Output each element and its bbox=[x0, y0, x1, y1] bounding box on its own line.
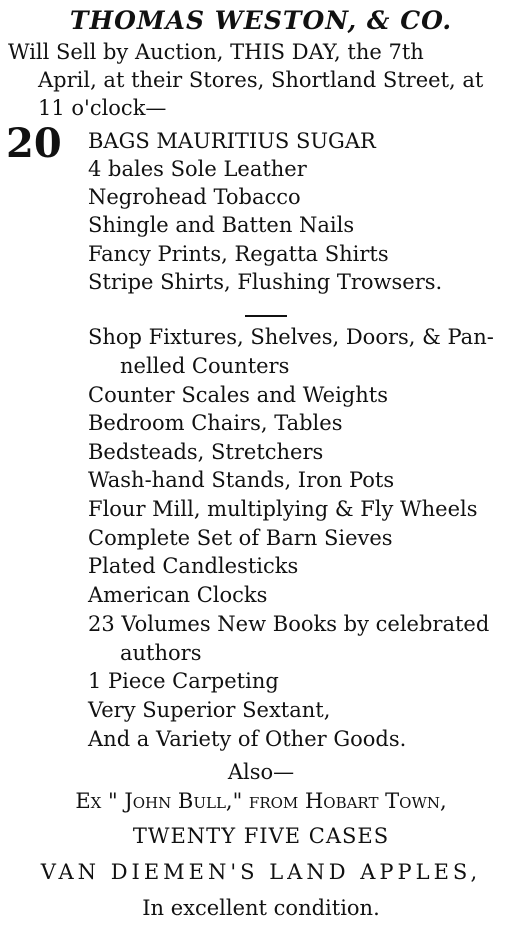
item-nails: Shingle and Batten Nails bbox=[88, 213, 355, 237]
item-tobacco: Negrohead Tobacco bbox=[88, 185, 301, 209]
item-books-cont: authors bbox=[120, 641, 202, 665]
cases-line: TWENTY FIVE CASES bbox=[132, 824, 390, 848]
apples-line: VAN DIEMEN'S LAND APPLES, bbox=[40, 860, 482, 884]
item-scales: Counter Scales and Weights bbox=[88, 383, 388, 407]
item-fixtures-cont: nelled Counters bbox=[120, 354, 290, 378]
intro-line-1: Will Sell by Auction, THIS DAY, the 7th bbox=[8, 40, 424, 64]
item-chairs: Bedroom Chairs, Tables bbox=[88, 411, 343, 435]
item-sugar: BAGS MAURITIUS SUGAR bbox=[88, 129, 376, 153]
item-washstands: Wash-hand Stands, Iron Pots bbox=[88, 468, 395, 492]
item-other-goods: And a Variety of Other Goods. bbox=[88, 727, 407, 751]
item-fixtures: Shop Fixtures, Shelves, Doors, & Pan- bbox=[88, 325, 494, 349]
item-sieves: Complete Set of Barn Sieves bbox=[88, 526, 393, 550]
item-flour-mill: Flour Mill, multiplying & Fly Wheels bbox=[88, 497, 478, 521]
item-sextant: Very Superior Sextant, bbox=[88, 698, 331, 722]
lead-number: 20 bbox=[6, 120, 62, 167]
item-shirts: Stripe Shirts, Flushing Trowsers. bbox=[88, 270, 443, 294]
item-leather: 4 bales Sole Leather bbox=[88, 157, 307, 181]
condition-line: In excellent condition. bbox=[142, 896, 380, 920]
item-candlesticks: Plated Candlesticks bbox=[88, 554, 299, 578]
advertiser-heading: THOMAS WESTON, & CO. bbox=[69, 6, 453, 35]
item-books: 23 Volumes New Books by celebrated bbox=[88, 612, 490, 636]
item-carpeting: 1 Piece Carpeting bbox=[88, 669, 279, 693]
item-prints: Fancy Prints, Regatta Shirts bbox=[88, 242, 389, 266]
intro-line-2: April, at their Stores, Shortland Street, at bbox=[38, 68, 484, 92]
intro-line-3: 11 o'clock— bbox=[38, 96, 167, 120]
section-divider bbox=[245, 315, 287, 317]
item-bedsteads: Bedsteads, Stretchers bbox=[88, 440, 324, 464]
also-label: Also— bbox=[227, 760, 295, 784]
item-clocks: American Clocks bbox=[88, 583, 268, 607]
ship-origin-line: Ex " John Bull," from Hobart Town, bbox=[75, 789, 447, 813]
